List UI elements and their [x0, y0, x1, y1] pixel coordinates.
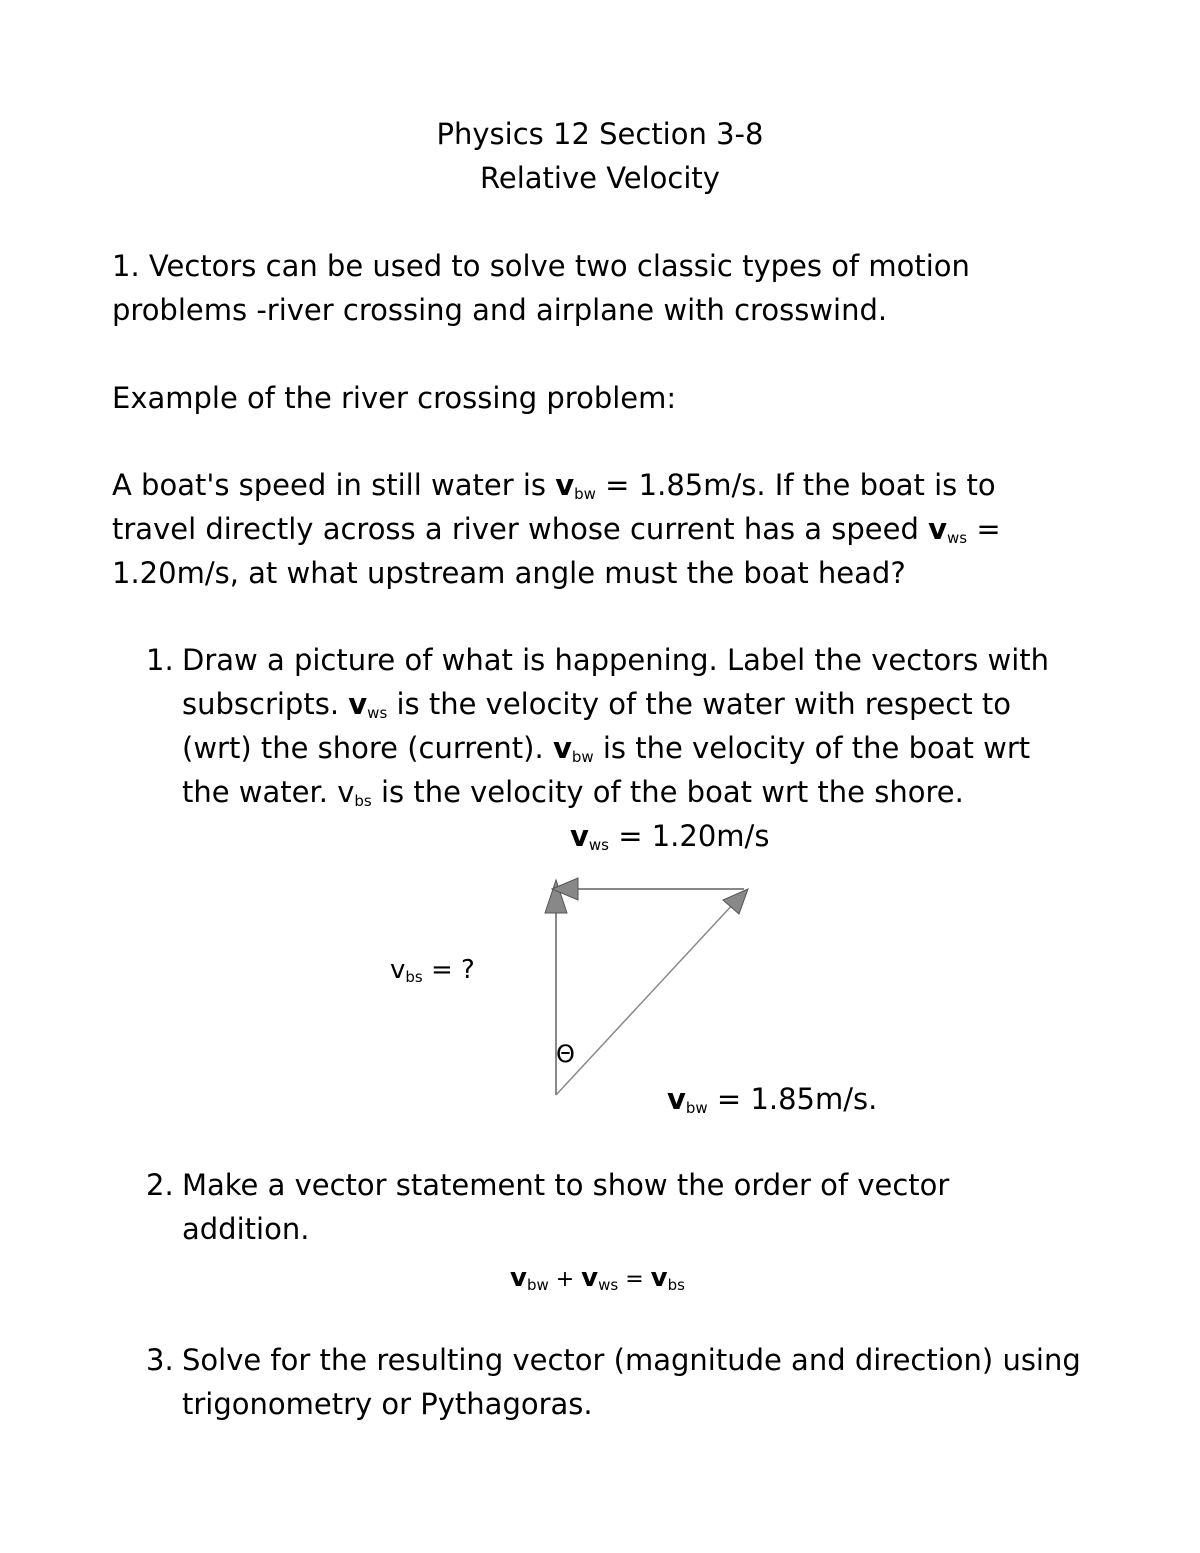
- vbs-label: $v_{bs}$ = ?: [390, 955, 475, 986]
- step1-line-1: Draw a picture of what is happening. Label the vectors with: [182, 643, 1050, 677]
- intro-line-1: 1. Vectors can be used to solve two classic types of motion: [112, 249, 970, 283]
- step1-line-3: (wrt) the shore (current). $v_{bw}$ is the velocity of the boat wrt: [182, 731, 1031, 766]
- step1-line-4: the water. $v_{bs}$ is the velocity of the boat wrt the shore.: [182, 775, 964, 810]
- intro-line-2: problems -river crossing and airplane with crosswind.: [112, 293, 888, 327]
- vbw-label: $v_{bw} = 1.85m/s$.: [667, 1082, 878, 1117]
- title-line-1: Physics 12 Section 3-8: [436, 117, 764, 151]
- step3-number: 3.: [146, 1343, 174, 1377]
- problem-line-2: travel directly across a river whose current has a speed $v_{ws}$ =: [112, 512, 1001, 547]
- step3-line-2: trigonometry or Pythagoras.: [182, 1387, 593, 1421]
- step1-number: 1.: [146, 643, 174, 677]
- step2-number: 2.: [146, 1168, 174, 1202]
- problem-line-1: A boat's speed in still water is $v_{bw} = 1.85m/s$. If the boat is to: [112, 468, 996, 503]
- vector-equation: $v_{bw} + v_{ws} = v_{bs}$: [510, 1263, 685, 1294]
- step1-line-2: subscripts. $v_{ws}$ is the velocity of the water with respect to: [182, 687, 1011, 722]
- step2-line-1: Make a vector statement to show the order of vector: [182, 1168, 950, 1202]
- example-heading: Example of the river crossing problem:: [112, 381, 677, 415]
- vws-label: $v_{ws} = 1.20m/s$: [570, 819, 770, 854]
- step3-line-1: Solve for the resulting vector (magnitude and direction) using: [182, 1343, 1081, 1377]
- title-line-2: Relative Velocity: [480, 161, 720, 195]
- theta-label: Θ: [556, 1040, 575, 1068]
- vbw-vector-line: [556, 902, 735, 1095]
- problem-line-3: 1.20m/s, at what upstream angle must the boat head?: [112, 556, 906, 590]
- step2-line-2: addition.: [182, 1212, 310, 1246]
